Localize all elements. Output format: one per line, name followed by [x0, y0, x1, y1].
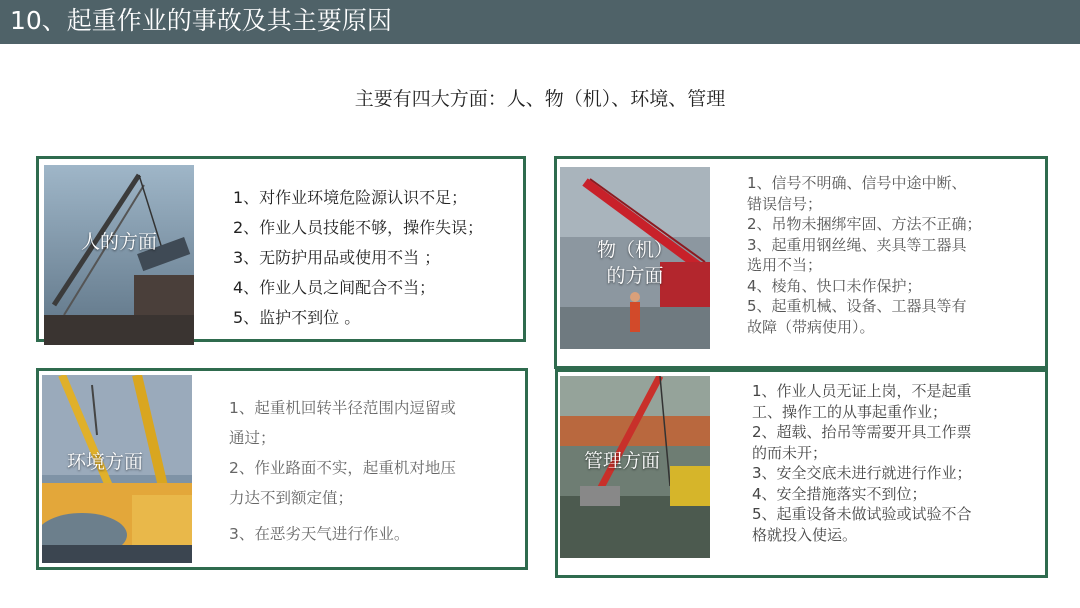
crane-photo-management [560, 376, 710, 558]
panel-label-line2: 的方面 [606, 265, 664, 287]
list-item: 选用不当； [747, 256, 823, 274]
list-item: 通过； [229, 429, 276, 447]
title-bar [0, 0, 1080, 44]
list-item: 错误信号； [747, 194, 823, 213]
list-item: 2、作业人员技能不够，操作失误； [233, 218, 484, 237]
list-item: 3、起重用钢丝绳、夹具等工器具 [747, 235, 967, 254]
crane-photo-environment [42, 375, 192, 563]
list-item: 的而未开； [752, 443, 828, 462]
list-item: 1、对作业环境危险源认识不足； [233, 188, 468, 207]
list-item: 3、无防护用品或使用不当 ； [233, 248, 441, 267]
page-title: 10、起重作业的事故及其主要原因 [10, 6, 392, 35]
list-item: 1、信号不明确、信号中途中断、 [747, 174, 967, 192]
crane-photo-human [44, 165, 194, 345]
panel-machine [554, 156, 1048, 369]
list-item: 3、安全交底未进行就进行作业； [752, 464, 972, 482]
panel-environment [36, 368, 528, 570]
list-item: 2、吊物未捆绑牢固、方法不正确； [747, 215, 982, 233]
cause-list [747, 173, 1043, 337]
list-item: 1、作业人员无证上岗，不是起重 [752, 382, 972, 400]
list-item: 4、安全措施落实不到位； [752, 484, 927, 503]
list-item: 工、操作工的从事起重作业； [752, 402, 948, 421]
list-item: 格就投入使运。 [752, 525, 858, 544]
cause-list [229, 393, 525, 549]
crane-photo-machine [560, 167, 710, 349]
list-item: 故障（带病使用）。 [747, 317, 875, 336]
list-item: 5、起重机械、设备、工器具等有 [747, 297, 967, 315]
cause-list [233, 183, 523, 333]
panel-label: 管理方面 [583, 450, 660, 472]
list-item: 2、超载、抬吊等需要开具工作票 [752, 423, 972, 441]
list-item: 5、起重设备未做试验或试验不合 [752, 505, 972, 523]
list-item: 3、在恶劣天气进行作业。 [229, 525, 410, 543]
cause-list [752, 381, 1044, 545]
panel-label: 人的方面 [80, 231, 157, 253]
panel-label [560, 237, 710, 289]
list-item: 力达不到额定值； [229, 489, 354, 507]
subtitle: 主要有四大方面：人、物（机）、环境、管理 [354, 88, 726, 110]
panel-label-line1: 物（机） [596, 239, 673, 261]
list-item: 4、作业人员之间配合不当； [233, 278, 436, 297]
list-item: 2、作业路面不实，起重机对地压 [229, 459, 456, 477]
list-item: 4、棱角、快口未作保护； [747, 276, 922, 295]
panel-human [36, 156, 526, 342]
list-item: 1、起重机回转半径范围内逗留或 [229, 399, 456, 417]
panel-label: 环境方面 [66, 451, 143, 473]
panel-management [555, 369, 1048, 578]
list-item: 5、监护不到位 。 [233, 308, 361, 327]
